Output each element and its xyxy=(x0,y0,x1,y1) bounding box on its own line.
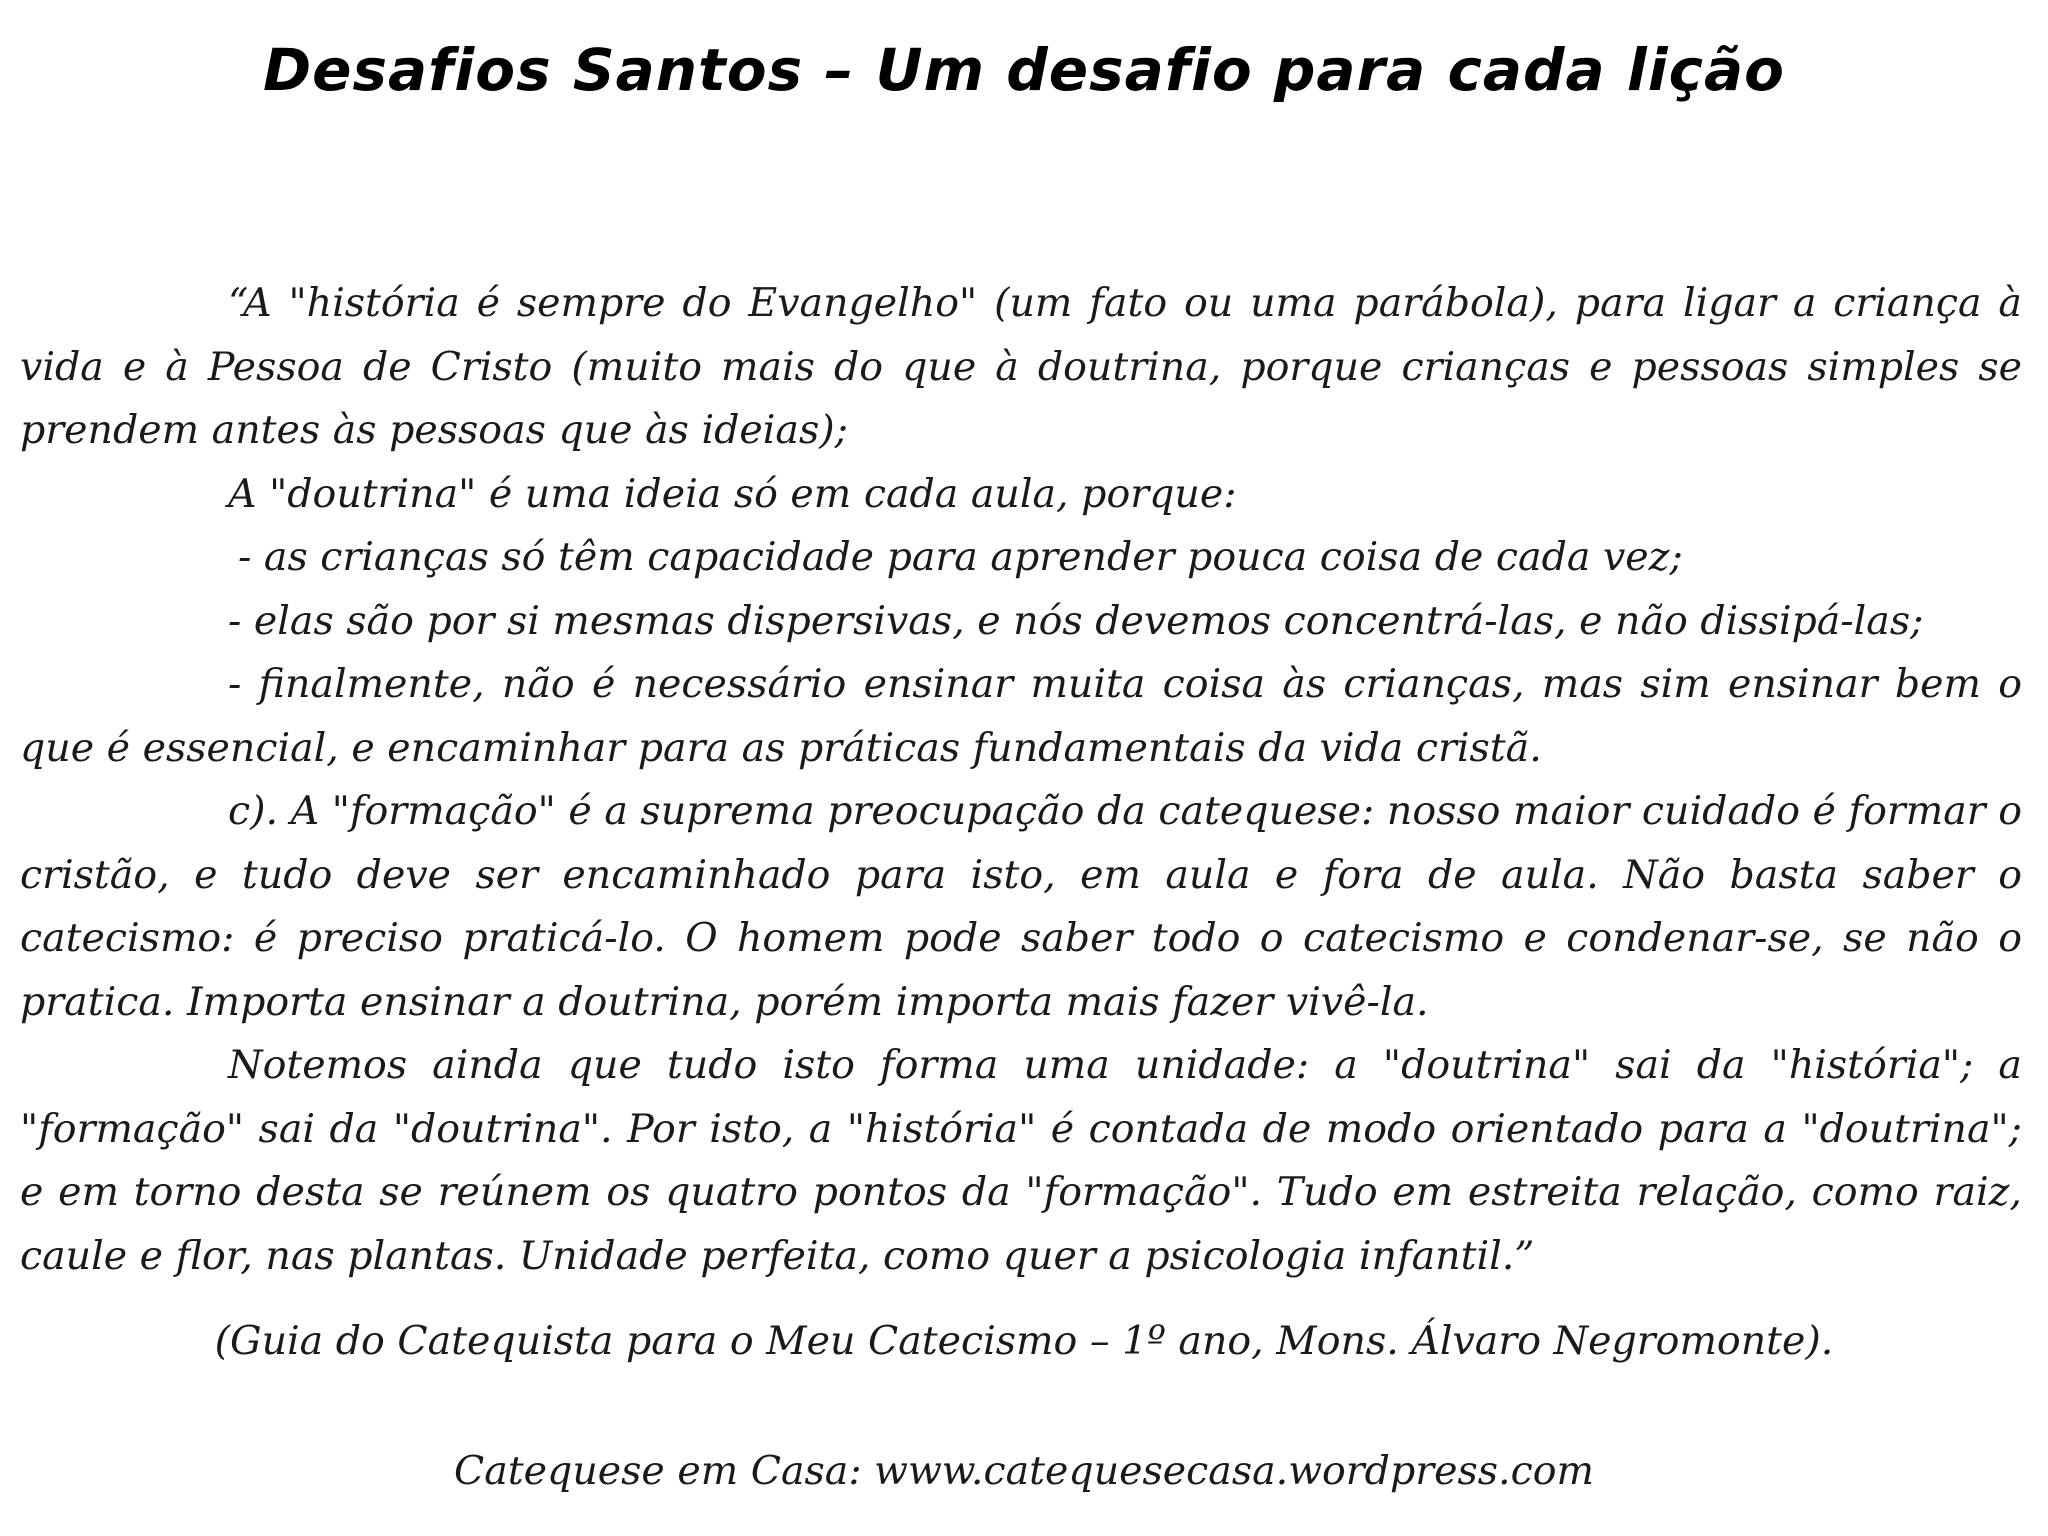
source-citation: (Guia do Catequista para o Meu Catecismo – 1º ano, Mons. Álvaro Negromonte). xyxy=(214,1318,1834,1364)
bullet-capacidade: - as crianças só têm capacidade para aprender pouca coisa de cada vez; xyxy=(238,534,1683,580)
bullet-finalmente: - finalmente, não é necessário ensinar muita coisa às crianças, mas sim ensinar bem o que é essencial, e encaminhar para as práticas fundamentais da vida cristã. xyxy=(20,661,2022,771)
bullet-dispersivas: - elas são por si mesmas dispersivas, e nós devemos concentrá-las, e não dissipá-las; xyxy=(228,597,1924,644)
footer-credit: Catequese em Casa: www.catequesecasa.wordpress.com xyxy=(454,1448,1594,1494)
quote-body xyxy=(20,272,2022,1288)
paragraph-unidade: Notemos ainda que tudo isto forma uma unidade: a "doutrina" sai da "história"; a "formação" sai da "doutrina". Por isto, a "história" é contada de modo orientado para a "doutrina"; e em torno desta se reúnem os quatro pontos da "formação". Tudo em estreita relação, como raiz, caule e flor, nas plantas. Unidade perfeita, como quer a psicologia infantil.” xyxy=(20,1042,2022,1279)
paragraph-formacao: c). A "formação" é a suprema preocupação da catequese: nosso maior cuidado é formar o cristão, e tudo deve ser encaminhado para isto, em aula e fora de aula. Não basta saber o catecismo: é preciso praticá-lo. O homem pode saber todo o catecismo e condenar-se, se não o pratica. Importa ensinar a doutrina, porém importa mais fazer vivê-la. xyxy=(20,788,2022,1025)
paragraph-historia: “A "história é sempre do Evangelho" (um fato ou uma parábola), para ligar a criança à vida e à Pessoa de Cristo (muito mais do que à doutrina, porque crianças e pessoas simples se prendem antes às pessoas que às ideias); xyxy=(20,280,2022,453)
page-title: Desafios Santos – Um desafio para cada lição xyxy=(263,36,1785,104)
paragraph-doutrina-intro: A "doutrina" é uma ideia só em cada aula, porque: xyxy=(228,470,1237,517)
